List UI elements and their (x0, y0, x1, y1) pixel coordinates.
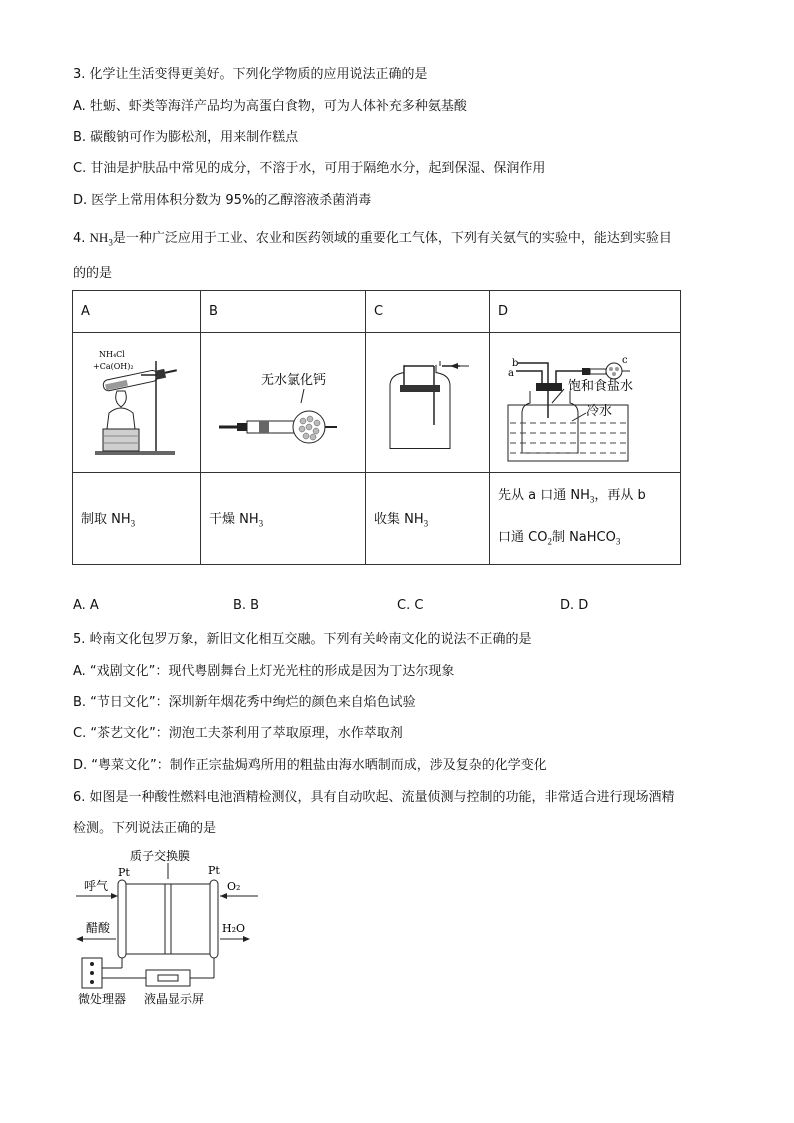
a-reagent-label-1: NH₄Cl (99, 350, 125, 359)
header-b: B (201, 291, 366, 333)
table-figure-row (73, 333, 681, 473)
q4-formula (89, 230, 113, 248)
lcd-label: 液晶显示屏 (144, 992, 205, 1006)
pt-left-label: Pt (118, 866, 130, 879)
q3-option-c: C. 甘油是护肤品中常见的成分，不溶于水，可用于隔绝水分，起到保湿、保润作用 (73, 161, 546, 176)
purpose-d-line2 (498, 519, 672, 561)
q4-answer-a: A. A (73, 598, 99, 613)
purpose-d-line2-text: 口通 CO (498, 529, 548, 545)
purpose-d (490, 473, 681, 565)
purpose-c-sub: 3 (423, 518, 429, 529)
q4-stem-line1 (73, 228, 672, 253)
purpose-b (201, 473, 366, 565)
q5-option-d: D. “粤菜文化”：制作正宗盐焗鸡所用的粗盐由海水晒制而成，涉及复杂的化学变化 (73, 758, 547, 773)
purpose-a-sub: 3 (130, 518, 136, 529)
q5-option-a: A. “戏剧文化”：现代粤剧舞台上灯光光柱的形成是因为丁达尔现象 (73, 664, 455, 679)
purpose-d-line1-post: ，再从 b (594, 487, 646, 503)
q6-stem-line1: 6. 如图是一种酸性燃料电池酒精检测仪，具有自动吹起、流量侦测与控制的功能，非常适合进行现场酒精 (73, 790, 675, 805)
purpose-d-line1-text: 先从 a 口通 NH (498, 487, 590, 503)
q4-answer-options (73, 598, 613, 618)
figure-cell-b (201, 333, 366, 473)
processor-label: 微处理器 (78, 992, 127, 1006)
oxygen-label: O₂ (227, 880, 241, 893)
purpose-d-line1-sub: 3 (589, 494, 595, 505)
figure-cell-a (73, 333, 201, 473)
q5-option-c: C. “茶艺文化”：沏泡工夫茶利用了萃取原理，水作萃取剂 (73, 726, 403, 741)
q3-option-a: A. 牡蛎、虾类等海洋产品均为高蛋白食物，可为人体补充多种氨基酸 (73, 99, 467, 114)
water-label: H₂O (222, 922, 246, 935)
acetic-acid-label: 醋酸 (86, 921, 111, 935)
b-desiccant-label: 无水氯化钙 (261, 373, 327, 388)
figure-cell-c (366, 333, 490, 473)
header-c: C (366, 291, 490, 333)
d-port-b: b (512, 358, 519, 369)
q4-answer-b: B. B (233, 598, 260, 613)
breath-label: 呼气 (84, 879, 109, 893)
q4-formula-nh: NH (89, 230, 109, 245)
sodium-bicarbonate-apparatus (498, 333, 672, 468)
purpose-d-line2-mid: 制 NaHCO (551, 529, 616, 545)
q4-stem-rest: 是一种广泛应用于工业、农业和医药领域的重要化工气体，下列有关氨气的实验中，能达到实验目 (112, 231, 672, 246)
header-d: D (490, 291, 681, 333)
purpose-a-text: 制取 NH (81, 512, 131, 528)
d-brine-label: 饱和食盐水 (568, 379, 634, 394)
pt-right-label: Pt (208, 864, 220, 877)
purpose-b-sub: 3 (258, 518, 264, 529)
purpose-b-text: 干燥 NH (209, 512, 259, 528)
table-header-row (73, 291, 681, 333)
q3-stem: 3. 化学让生活变得更美好。下列化学物质的应用说法正确的是 (73, 67, 428, 82)
purpose-a (73, 473, 201, 565)
ammonia-preparation-apparatus (81, 333, 192, 468)
purpose-c-text: 收集 NH (374, 512, 424, 528)
membrane-label: 质子交换膜 (130, 849, 191, 863)
q4-experiment-table (72, 290, 681, 565)
purpose-d-line2-sub2: 3 (615, 536, 621, 547)
q3-option-b: B. 碳酸钠可作为膨松剂，用来制作糕点 (73, 130, 299, 145)
d-port-a: a (508, 368, 514, 379)
header-a: A (73, 291, 201, 333)
q4-stem-line2: 的的是 (73, 266, 113, 281)
q4-answer-d: D. D (560, 598, 589, 613)
q4-formula-sub: 3 (108, 237, 113, 248)
fuel-cell-diagram (72, 846, 262, 1010)
d-port-c: c (622, 355, 628, 366)
figure-cell-d (490, 333, 681, 473)
d-cold-water-label: 冷水 (586, 404, 613, 419)
q4-number: 4. (73, 231, 86, 246)
q5-stem: 5. 岭南文化包罗万象，新旧文化相互交融。下列有关岭南文化的说法不正确的是 (73, 632, 532, 647)
drying-tube-apparatus (209, 333, 357, 468)
purpose-d-line1 (498, 477, 672, 519)
q4-answer-c: C. C (397, 598, 424, 613)
purpose-d-line2-sub: 2 (547, 536, 552, 547)
q5-option-b: B. “节日文化”：深圳新年烟花秀中绚烂的颜色来自焰色试验 (73, 695, 416, 710)
a-reagent-label-2: +Ca(OH)₂ (93, 362, 134, 371)
table-purpose-row (73, 473, 681, 565)
q3-option-d: D. 医学上常用体积分数为 95%的乙醇溶液杀菌消毒 (73, 193, 372, 208)
gas-collection-bottle (374, 333, 481, 468)
purpose-c (366, 473, 490, 565)
q6-stem-line2: 检测。下列说法正确的是 (73, 821, 217, 836)
